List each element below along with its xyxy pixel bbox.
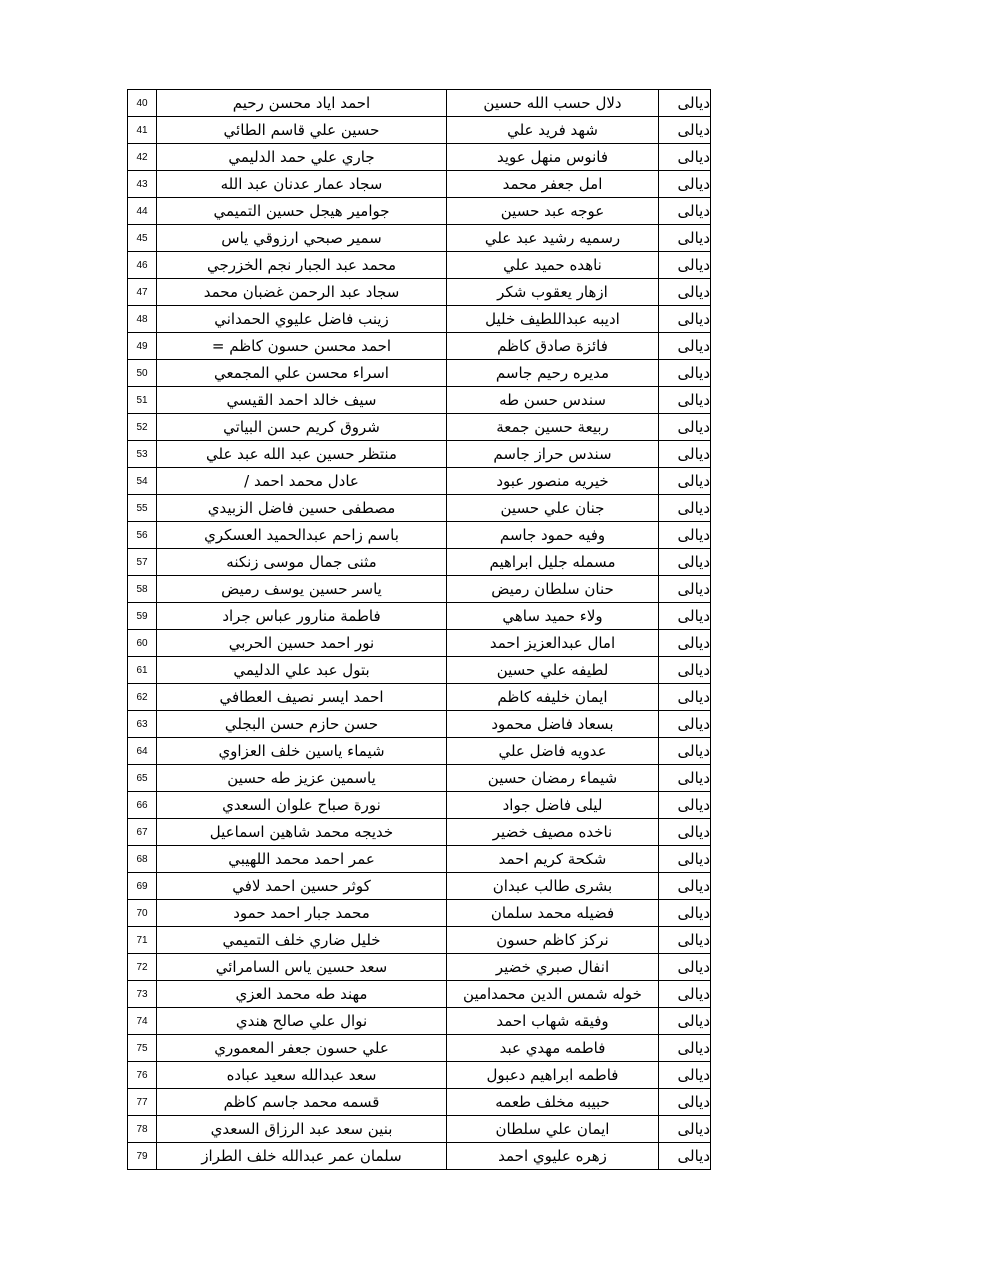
province-cell: ديالى <box>659 684 711 711</box>
province-cell: ديالى <box>659 171 711 198</box>
table-row <box>128 846 711 873</box>
row-number-cell: 71 <box>128 927 157 954</box>
row-number-cell: 72 <box>128 954 157 981</box>
row-number-cell: 76 <box>128 1062 157 1089</box>
row-number-cell: 70 <box>128 900 157 927</box>
table-row <box>128 522 711 549</box>
relative-name-cell: اديبه عبداللطيف خليل <box>447 306 659 333</box>
row-number-cell: 49 <box>128 333 157 360</box>
row-number-cell: 41 <box>128 117 157 144</box>
province-cell: ديالى <box>659 927 711 954</box>
member-name-cell: علي حسون جعفر المعموري <box>157 1035 447 1062</box>
row-number-cell: 62 <box>128 684 157 711</box>
table-row <box>128 198 711 225</box>
member-name-cell: حسين علي قاسم الطائي <box>157 117 447 144</box>
province-cell: ديالى <box>659 333 711 360</box>
relative-name-cell: شيماء رمضان حسين <box>447 765 659 792</box>
table-row <box>128 1143 711 1170</box>
table-row <box>128 792 711 819</box>
member-name-cell: كوثر حسين احمد لافي <box>157 873 447 900</box>
province-cell: ديالى <box>659 1035 711 1062</box>
member-name-cell: محمد جبار احمد حمود <box>157 900 447 927</box>
province-cell: ديالى <box>659 954 711 981</box>
row-number-cell: 43 <box>128 171 157 198</box>
row-number-cell: 40 <box>128 90 157 117</box>
province-cell: ديالى <box>659 279 711 306</box>
relative-name-cell: وفيقه شهاب احمد <box>447 1008 659 1035</box>
province-cell: ديالى <box>659 657 711 684</box>
relative-name-cell: فضيله محمد سلمان <box>447 900 659 927</box>
row-number-cell: 63 <box>128 711 157 738</box>
relative-name-cell: ازهار يعقوب شكر <box>447 279 659 306</box>
relative-name-cell: ناخده مصيف خضير <box>447 819 659 846</box>
relative-name-cell: شكحة كريم احمد <box>447 846 659 873</box>
province-cell: ديالى <box>659 846 711 873</box>
table-row <box>128 549 711 576</box>
member-name-cell: جوامير هيجل حسين التميمي <box>157 198 447 225</box>
relative-name-cell: ليلى فاضل جواد <box>447 792 659 819</box>
table-row <box>128 900 711 927</box>
province-cell: ديالى <box>659 117 711 144</box>
relative-name-cell: دلال حسب الله حسين <box>447 90 659 117</box>
table-row <box>128 657 711 684</box>
table-row <box>128 387 711 414</box>
member-name-cell: فاطمة منارور عباس جراد <box>157 603 447 630</box>
member-name-cell: بتول عبد علي الدليمي <box>157 657 447 684</box>
province-cell: ديالى <box>659 468 711 495</box>
province-cell: ديالى <box>659 549 711 576</box>
row-number-cell: 69 <box>128 873 157 900</box>
member-name-cell: سجاد عمار عدنان عبد الله <box>157 171 447 198</box>
relative-name-cell: نركز كاظم حسون <box>447 927 659 954</box>
row-number-cell: 44 <box>128 198 157 225</box>
row-number-cell: 60 <box>128 630 157 657</box>
table-row <box>128 981 711 1008</box>
member-name-cell: سمير صبحي ارزوقي ياس <box>157 225 447 252</box>
member-name-cell: سيف خالد احمد القيسي <box>157 387 447 414</box>
row-number-cell: 47 <box>128 279 157 306</box>
member-name-cell: مصطفى حسين فاضل الزبيدي <box>157 495 447 522</box>
member-name-cell: منتظر حسين عبد الله عبد علي <box>157 441 447 468</box>
province-cell: ديالى <box>659 873 711 900</box>
roster-table <box>127 89 711 1170</box>
table-row <box>128 306 711 333</box>
row-number-cell: 54 <box>128 468 157 495</box>
relative-name-cell: فاطمه مهدي عبد <box>447 1035 659 1062</box>
row-number-cell: 48 <box>128 306 157 333</box>
table-row <box>128 738 711 765</box>
row-number-cell: 79 <box>128 1143 157 1170</box>
province-cell: ديالى <box>659 252 711 279</box>
province-cell: ديالى <box>659 1008 711 1035</box>
table-row <box>128 954 711 981</box>
relative-name-cell: ولاء حميد ساهي <box>447 603 659 630</box>
member-name-cell: سلمان عمر عبدالله خلف الطراز <box>157 1143 447 1170</box>
member-name-cell: عادل محمد احمد / <box>157 468 447 495</box>
table-row <box>128 225 711 252</box>
relative-name-cell: حنان سلطان رميض <box>447 576 659 603</box>
table-row <box>128 144 711 171</box>
province-cell: ديالى <box>659 900 711 927</box>
row-number-cell: 57 <box>128 549 157 576</box>
member-name-cell: قسمه محمد جاسم كاظم <box>157 1089 447 1116</box>
province-cell: ديالى <box>659 360 711 387</box>
relative-name-cell: ربيعة حسين جمعة <box>447 414 659 441</box>
province-cell: ديالى <box>659 1062 711 1089</box>
table-row <box>128 90 711 117</box>
row-number-cell: 67 <box>128 819 157 846</box>
relative-name-cell: امال عبدالعزيز احمد <box>447 630 659 657</box>
row-number-cell: 46 <box>128 252 157 279</box>
table-row <box>128 1035 711 1062</box>
member-name-cell: احمد ايسر نصيف العطافي <box>157 684 447 711</box>
member-name-cell: سجاد عبد الرحمن غضبان محمد <box>157 279 447 306</box>
province-cell: ديالى <box>659 495 711 522</box>
table-row <box>128 117 711 144</box>
row-number-cell: 73 <box>128 981 157 1008</box>
row-number-cell: 50 <box>128 360 157 387</box>
province-cell: ديالى <box>659 738 711 765</box>
table-row <box>128 279 711 306</box>
member-name-cell: حسن حازم حسن البجلي <box>157 711 447 738</box>
member-name-cell: مهند طه محمد العزي <box>157 981 447 1008</box>
relative-name-cell: جنان علي حسين <box>447 495 659 522</box>
member-name-cell: شروق كريم حسن البياتي <box>157 414 447 441</box>
relative-name-cell: ناهده حميد علي <box>447 252 659 279</box>
province-cell: ديالى <box>659 711 711 738</box>
member-name-cell: زينب فاضل عليوي الحمداني <box>157 306 447 333</box>
province-cell: ديالى <box>659 1116 711 1143</box>
relative-name-cell: مديره رحيم جاسم <box>447 360 659 387</box>
table-row <box>128 252 711 279</box>
relative-name-cell: خوله شمس الدين محمدامين <box>447 981 659 1008</box>
province-cell: ديالى <box>659 90 711 117</box>
province-cell: ديالى <box>659 1089 711 1116</box>
member-name-cell: مثنى جمال موسى زنكنه <box>157 549 447 576</box>
row-number-cell: 45 <box>128 225 157 252</box>
province-cell: ديالى <box>659 1143 711 1170</box>
relative-name-cell: وفيه حمود جاسم <box>447 522 659 549</box>
table-row <box>128 765 711 792</box>
province-cell: ديالى <box>659 792 711 819</box>
member-name-cell: اسراء محسن علي المجمعي <box>157 360 447 387</box>
row-number-cell: 74 <box>128 1008 157 1035</box>
province-cell: ديالى <box>659 765 711 792</box>
member-name-cell: خديجه محمد شاهين اسماعيل <box>157 819 447 846</box>
table-row <box>128 1116 711 1143</box>
relative-name-cell: خيريه منصور عبود <box>447 468 659 495</box>
table-row <box>128 684 711 711</box>
province-cell: ديالى <box>659 225 711 252</box>
member-name-cell: ياسمين عزيز طه حسين <box>157 765 447 792</box>
relative-name-cell: ايمان خليفه كاظم <box>447 684 659 711</box>
relative-name-cell: شهد فريد علي <box>447 117 659 144</box>
table-row <box>128 927 711 954</box>
relative-name-cell: ايمان علي سلطان <box>447 1116 659 1143</box>
province-cell: ديالى <box>659 306 711 333</box>
table-row <box>128 1062 711 1089</box>
table-row <box>128 873 711 900</box>
member-name-cell: نورة صباح علوان السعدي <box>157 792 447 819</box>
relative-name-cell: حبيبه مخلف طعمه <box>447 1089 659 1116</box>
member-name-cell: بنين سعد عبد الرزاق السعدي <box>157 1116 447 1143</box>
relative-name-cell: بشرى طالب عبدان <box>447 873 659 900</box>
row-number-cell: 59 <box>128 603 157 630</box>
relative-name-cell: فاطمه ابراهيم دعبول <box>447 1062 659 1089</box>
table-row <box>128 1089 711 1116</box>
row-number-cell: 61 <box>128 657 157 684</box>
province-cell: ديالى <box>659 387 711 414</box>
relative-name-cell: زهره عليوي احمد <box>447 1143 659 1170</box>
row-number-cell: 52 <box>128 414 157 441</box>
table-row <box>128 711 711 738</box>
member-name-cell: سعد حسين ياس السامرائي <box>157 954 447 981</box>
relative-name-cell: عوجه عبد حسين <box>447 198 659 225</box>
roster-sheet <box>127 89 710 1170</box>
row-number-cell: 42 <box>128 144 157 171</box>
row-number-cell: 75 <box>128 1035 157 1062</box>
table-row <box>128 171 711 198</box>
row-number-cell: 53 <box>128 441 157 468</box>
relative-name-cell: سندس حراز جاسم <box>447 441 659 468</box>
member-name-cell: خليل ضاري خلف التميمي <box>157 927 447 954</box>
roster-body <box>128 90 711 1170</box>
table-row <box>128 333 711 360</box>
member-name-cell: نور احمد حسين الحربي <box>157 630 447 657</box>
member-name-cell: شيماء ياسين خلف العزاوي <box>157 738 447 765</box>
province-cell: ديالى <box>659 819 711 846</box>
relative-name-cell: انفال صبري خضير <box>447 954 659 981</box>
member-name-cell: سعد عبدالله سعيد عباده <box>157 1062 447 1089</box>
province-cell: ديالى <box>659 198 711 225</box>
table-row <box>128 1008 711 1035</box>
member-name-cell: احمد اياد محسن رحيم <box>157 90 447 117</box>
relative-name-cell: سندس حسن طه <box>447 387 659 414</box>
row-number-cell: 55 <box>128 495 157 522</box>
row-number-cell: 68 <box>128 846 157 873</box>
relative-name-cell: عدويه فاضل علي <box>447 738 659 765</box>
table-row <box>128 468 711 495</box>
row-number-cell: 78 <box>128 1116 157 1143</box>
member-name-cell: نوال علي صالح هندي <box>157 1008 447 1035</box>
table-row <box>128 414 711 441</box>
member-name-cell: عمر احمد محمد اللهيبي <box>157 846 447 873</box>
member-name-cell: باسم زاحم عبدالحميد العسكري <box>157 522 447 549</box>
relative-name-cell: رسميه رشيد عبد علي <box>447 225 659 252</box>
row-number-cell: 77 <box>128 1089 157 1116</box>
table-row <box>128 819 711 846</box>
province-cell: ديالى <box>659 441 711 468</box>
province-cell: ديالى <box>659 576 711 603</box>
row-number-cell: 65 <box>128 765 157 792</box>
table-row <box>128 576 711 603</box>
relative-name-cell: فانوس منهل عويد <box>447 144 659 171</box>
table-row <box>128 441 711 468</box>
row-number-cell: 51 <box>128 387 157 414</box>
relative-name-cell: بسعاد فاضل محمود <box>447 711 659 738</box>
member-name-cell: جاري علي حمد الدليمي <box>157 144 447 171</box>
table-row <box>128 360 711 387</box>
province-cell: ديالى <box>659 144 711 171</box>
row-number-cell: 58 <box>128 576 157 603</box>
province-cell: ديالى <box>659 603 711 630</box>
relative-name-cell: لطيفه علي حسين <box>447 657 659 684</box>
member-name-cell: ياسر حسين يوسف رميض <box>157 576 447 603</box>
province-cell: ديالى <box>659 414 711 441</box>
province-cell: ديالى <box>659 981 711 1008</box>
member-name-cell: احمد محسن حسون كاظم = <box>157 333 447 360</box>
member-name-cell: محمد عبد الجبار نجم الخزرجي <box>157 252 447 279</box>
table-row <box>128 630 711 657</box>
relative-name-cell: امل جعفر محمد <box>447 171 659 198</box>
table-row <box>128 495 711 522</box>
table-row <box>128 603 711 630</box>
province-cell: ديالى <box>659 522 711 549</box>
row-number-cell: 56 <box>128 522 157 549</box>
row-number-cell: 64 <box>128 738 157 765</box>
row-number-cell: 66 <box>128 792 157 819</box>
relative-name-cell: مسمله جليل ابراهيم <box>447 549 659 576</box>
relative-name-cell: فائزة صادق كاظم <box>447 333 659 360</box>
province-cell: ديالى <box>659 630 711 657</box>
